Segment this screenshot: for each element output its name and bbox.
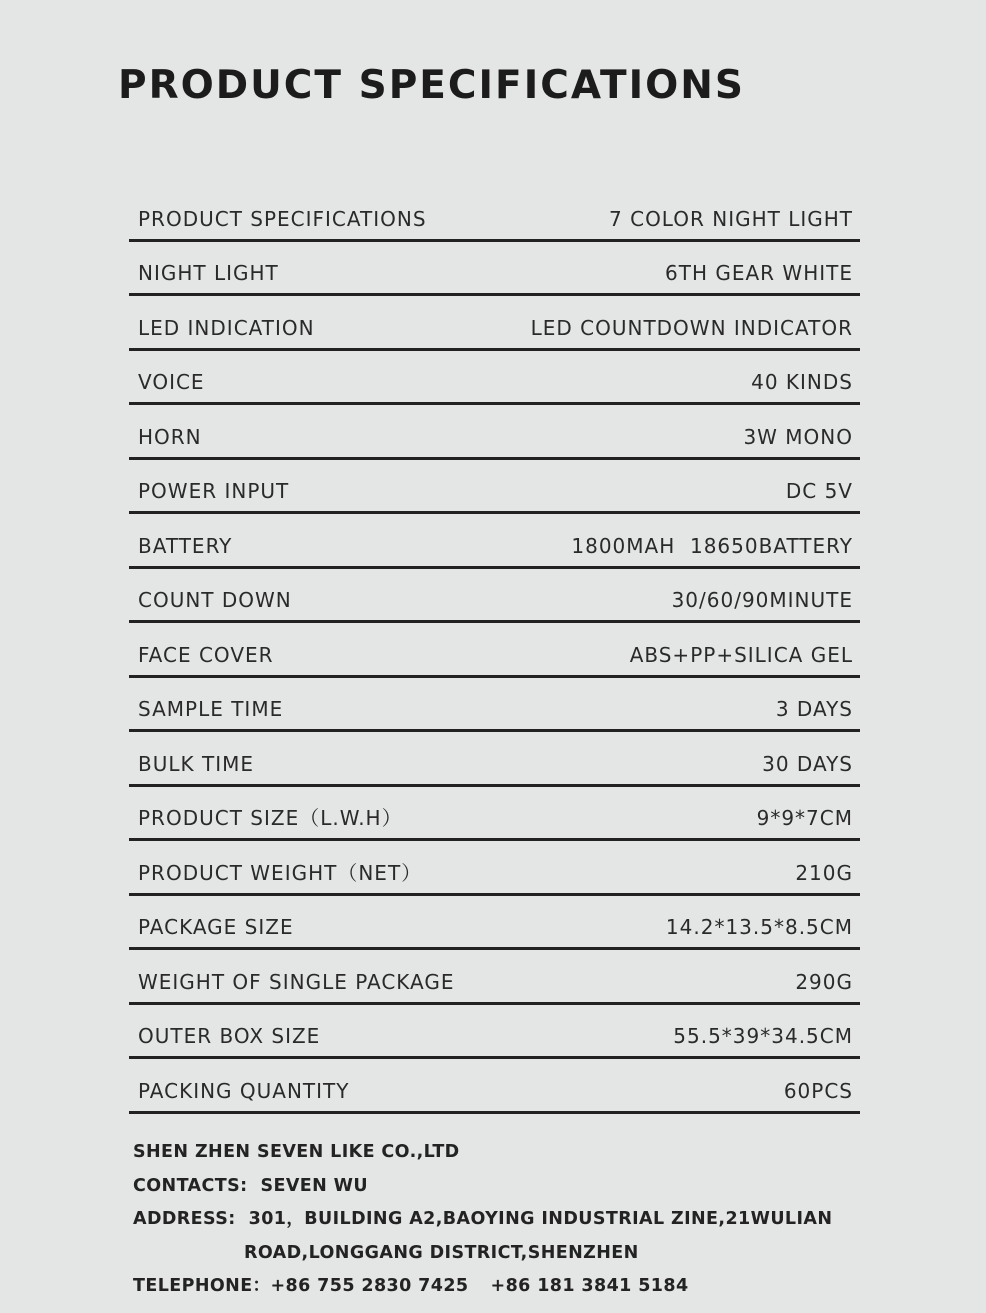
spec-row-voice: [129, 351, 860, 406]
spec-label: FACE COVER: [138, 642, 274, 667]
spec-value: 40 KINDS: [751, 370, 853, 394]
spec-value: 210G: [795, 860, 853, 885]
spec-row-bulk-time: [129, 732, 860, 787]
spec-row-count-down: [129, 569, 860, 624]
spec-value: 60PCS: [783, 1078, 853, 1103]
spec-label: HORN: [138, 424, 202, 449]
address-line-2: ROAD,LONGGANG DISTRICT,SHENZHEN: [244, 1242, 639, 1263]
spec-row-product-specifications: [129, 187, 860, 242]
spec-row-led-indication: [129, 296, 860, 351]
spec-label: SAMPLE TIME: [138, 697, 284, 721]
address-line-1: ADDRESS: 301，BUILDING A2,BAOYING INDUSTRIAL ZINE,21WULIAN: [133, 1209, 833, 1229]
spec-label: PRODUCT WEIGHT（NET）: [138, 860, 423, 885]
spec-label: PRODUCT SIZE（L.W.H）: [138, 806, 403, 830]
spec-row-package-size: [129, 896, 860, 951]
spec-row-battery: [129, 514, 860, 569]
spec-label: BULK TIME: [138, 751, 254, 776]
spec-label: POWER INPUT: [138, 479, 290, 503]
spec-value: 7 COLOR NIGHT LIGHT: [609, 206, 853, 231]
spec-row-product-size: [129, 787, 860, 842]
page-title: PRODUCT SPECIFICATIONS: [118, 63, 745, 108]
spec-value: 30/60/90MINUTE: [671, 588, 853, 612]
company-contact-info: [133, 1136, 933, 1304]
spec-label: VOICE: [138, 370, 205, 394]
contact-person: CONTACTS: SEVEN WU: [133, 1175, 368, 1196]
spec-label: WEIGHT OF SINGLE PACKAGE: [138, 969, 455, 994]
spec-row-product-weight: [129, 841, 860, 896]
spec-label: COUNT DOWN: [138, 588, 292, 612]
spec-label: PRODUCT SPECIFICATIONS: [138, 206, 427, 231]
spec-row-power-input: [129, 460, 860, 515]
telephone-line: [133, 1270, 933, 1304]
spec-label: PACKAGE SIZE: [138, 915, 294, 939]
telephone-label: TELEPHONE：: [133, 1276, 271, 1296]
spec-row-weight-of-single-package: [129, 950, 860, 1005]
spec-label: LED INDICATION: [138, 315, 315, 340]
spec-table: [129, 187, 860, 1114]
spec-label: NIGHT LIGHT: [138, 261, 279, 285]
spec-value: 9*9*7CM: [756, 806, 853, 830]
spec-row-face-cover: [129, 623, 860, 678]
spec-row-packing-quantity: [129, 1059, 860, 1114]
spec-row-outer-box-size: [129, 1005, 860, 1060]
spec-row-night-light: [129, 242, 860, 297]
spec-value: 3W MONO: [743, 424, 853, 449]
spec-label: PACKING QUANTITY: [138, 1078, 350, 1103]
spec-value: 3 DAYS: [775, 697, 853, 721]
spec-value: 290G: [795, 969, 853, 994]
phone-number-1: +86 755 2830 7425: [270, 1276, 469, 1296]
spec-row-horn: [129, 405, 860, 460]
spec-value: 14.2*13.5*8.5CM: [665, 915, 853, 939]
company-name: SHEN ZHEN SEVEN LIKE CO.,LTD: [133, 1142, 460, 1162]
spec-label: BATTERY: [138, 533, 233, 558]
spec-row-sample-time: [129, 678, 860, 733]
spec-value: 30 DAYS: [762, 751, 853, 776]
spec-value: ABS+PP+SILICA GEL: [629, 642, 853, 667]
spec-value: LED COUNTDOWN INDICATOR: [530, 315, 853, 340]
spec-value: 55.5*39*34.5CM: [673, 1024, 853, 1048]
spec-value: 6TH GEAR WHITE: [665, 261, 853, 285]
spec-label: OUTER BOX SIZE: [138, 1024, 321, 1048]
phone-number-2: +86 181 3841 5184: [490, 1276, 689, 1296]
spec-value: DC 5V: [785, 479, 853, 503]
spec-value: 1800MAH 18650BATTERY: [571, 533, 853, 558]
